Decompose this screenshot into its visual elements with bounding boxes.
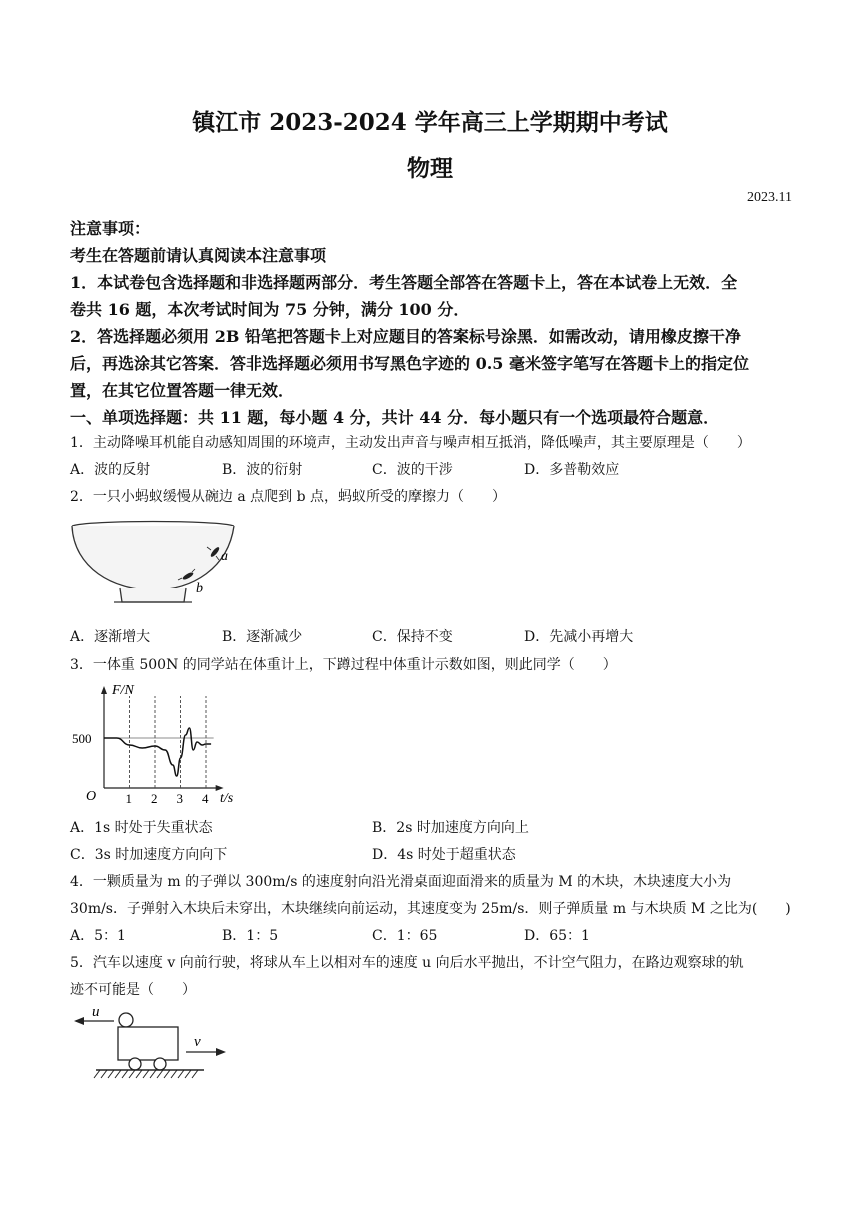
q3-stem: 3．一体重 500N 的同学站在体重计上，下蹲过程中体重计示数如图，则此同学（ ）: [70, 657, 617, 673]
q1-stem: 1．主动降噪耳机能自动感知周围的环境声，主动发出声音与噪声相互抵消，降低噪声，其主要原理是（ ）: [70, 435, 751, 451]
ground-hatch-mark: [164, 1070, 170, 1078]
q4-option-c: C．1：65: [372, 928, 438, 944]
q1-option-d: D．多普勒效应: [524, 462, 620, 478]
force-curve-series-0: [104, 728, 211, 776]
notice-item2-line2: 后，再选涂其它答案．答非选择题必须用书写黑色字迹的 0.5 毫米签字笔写在答题卡上的指定位: [70, 354, 749, 373]
y-tick-label-500: 500: [72, 731, 92, 746]
ground-hatch: [94, 1070, 198, 1078]
q4-option-d: D．65：1: [524, 928, 590, 944]
ground-hatch-mark: [143, 1070, 149, 1078]
q4-stem-line2: 30m/s．子弹射入木块后未穿出，木块继续向前运动，其速度变为 25m/s．则子弹质量 m 与木块质 M 之比为( ): [70, 901, 791, 917]
u-arrowhead: [74, 1017, 84, 1025]
ground-hatch-mark: [122, 1070, 128, 1078]
ground-hatch-mark: [129, 1070, 135, 1078]
subject-title: 物理: [407, 155, 453, 182]
ground-hatch-mark: [178, 1070, 184, 1078]
q3-option-a: A．1s 时处于失重状态: [70, 820, 213, 836]
force-time-chart: [70, 680, 245, 808]
q2-option-b: B．逐渐减少: [222, 629, 303, 645]
q3-option-d: D．4s 时处于超重状态: [372, 847, 516, 863]
ground-hatch-mark: [150, 1070, 156, 1078]
ground-hatch-mark: [108, 1070, 114, 1078]
q3-option-b: B．2s 时加速度方向向上: [372, 820, 529, 836]
x-tick-label-4: 4: [202, 791, 209, 806]
q2-option-d: D．先减小再增大: [524, 629, 634, 645]
bowl-base: [120, 588, 186, 602]
ground-hatch-mark: [157, 1070, 163, 1078]
car-figure: [70, 1002, 235, 1087]
x-tick-label-3: 3: [176, 791, 183, 806]
bowl-body: [72, 526, 234, 590]
q1-option-c: C．波的干涉: [372, 462, 453, 478]
u-label: u: [92, 1004, 100, 1020]
q1-option-b: B．波的衍射: [222, 462, 303, 478]
ground-hatch-mark: [115, 1070, 121, 1078]
car-wheel-rear-icon: [129, 1058, 141, 1070]
notice-item2-line1: 2．答选择题必须用 2B 铅笔把答题卡上对应题目的答案标号涂黑．如需改动，请用橡皮擦干净: [70, 327, 741, 346]
ground-hatch-mark: [101, 1070, 107, 1078]
car-wheel-front-icon: [154, 1058, 166, 1070]
q4-stem-line1: 4．一颗质量为 m 的子弹以 300m/s 的速度射向沿光滑桌面迎面滑来的质量为 M 的木块，木块速度大小为: [70, 874, 732, 890]
exam-title: 镇江市 2023-2024 学年高三上学期期中考试: [192, 109, 668, 136]
ground-hatch-mark: [136, 1070, 142, 1078]
notice-item2-line3: 置，在其它位置答题一律无效．: [70, 381, 295, 400]
ground-hatch-mark: [192, 1070, 198, 1078]
v-arrowhead: [216, 1048, 226, 1056]
point-b-label: b: [196, 581, 203, 596]
bowl-figure: [68, 518, 238, 613]
notice-item1-line1: 1．本试卷包含选择题和非选择题两部分．考生答题全部答在答题卡上，答在本试卷上无效．全: [70, 273, 738, 292]
ground-hatch-mark: [171, 1070, 177, 1078]
v-label: v: [194, 1034, 201, 1050]
y-axis-label: F/N: [112, 683, 134, 698]
notice-heading: 注意事项：: [70, 219, 151, 238]
x-tick-label-1: 1: [125, 791, 132, 806]
car-body: [118, 1027, 178, 1060]
ground-hatch-mark: [185, 1070, 191, 1078]
exam-date: 2023.11: [747, 190, 792, 205]
q5-stem-line2: 迹不可能是（ ）: [70, 982, 196, 998]
bowl-rim-back: [72, 522, 234, 527]
q5-stem-line1: 5．汽车以速度 v 向前行驶，将球从车上以相对车的速度 u 向后水平抛出，不计空气阻力，在路边观察球的轨: [70, 955, 744, 971]
notice-item1-line2: 卷共 16 题，本次考试时间为 75 分钟，满分 100 分．: [70, 300, 470, 319]
x-tick-label-2: 2: [151, 791, 158, 806]
notice-intro: 考生在答题前请认真阅读本注意事项: [70, 246, 327, 265]
y-axis-arrowhead: [101, 686, 107, 694]
q4-option-a: A．5：1: [70, 928, 126, 944]
q3-option-c: C．3s 时加速度方向向下: [70, 847, 228, 863]
q2-stem: 2．一只小蚂蚁缓慢从碗边 a 点爬到 b 点，蚂蚁所受的摩擦力（ ）: [70, 489, 507, 505]
origin-label: O: [86, 789, 97, 804]
q4-option-b: B．1：5: [222, 928, 279, 944]
ball-icon: [119, 1013, 133, 1027]
x-axis-label: t/s: [220, 791, 234, 806]
point-a-label: a: [221, 549, 228, 564]
q1-option-a: A．波的反射: [70, 462, 151, 478]
section1-heading: 一、单项选择题：共 11 题，每小题 4 分，共计 44 分．每小题只有一个选项最符合题意．: [70, 408, 720, 427]
q2-option-c: C．保持不变: [372, 629, 453, 645]
q2-option-a: A．逐渐增大: [70, 629, 151, 645]
ground-hatch-mark: [94, 1070, 100, 1078]
